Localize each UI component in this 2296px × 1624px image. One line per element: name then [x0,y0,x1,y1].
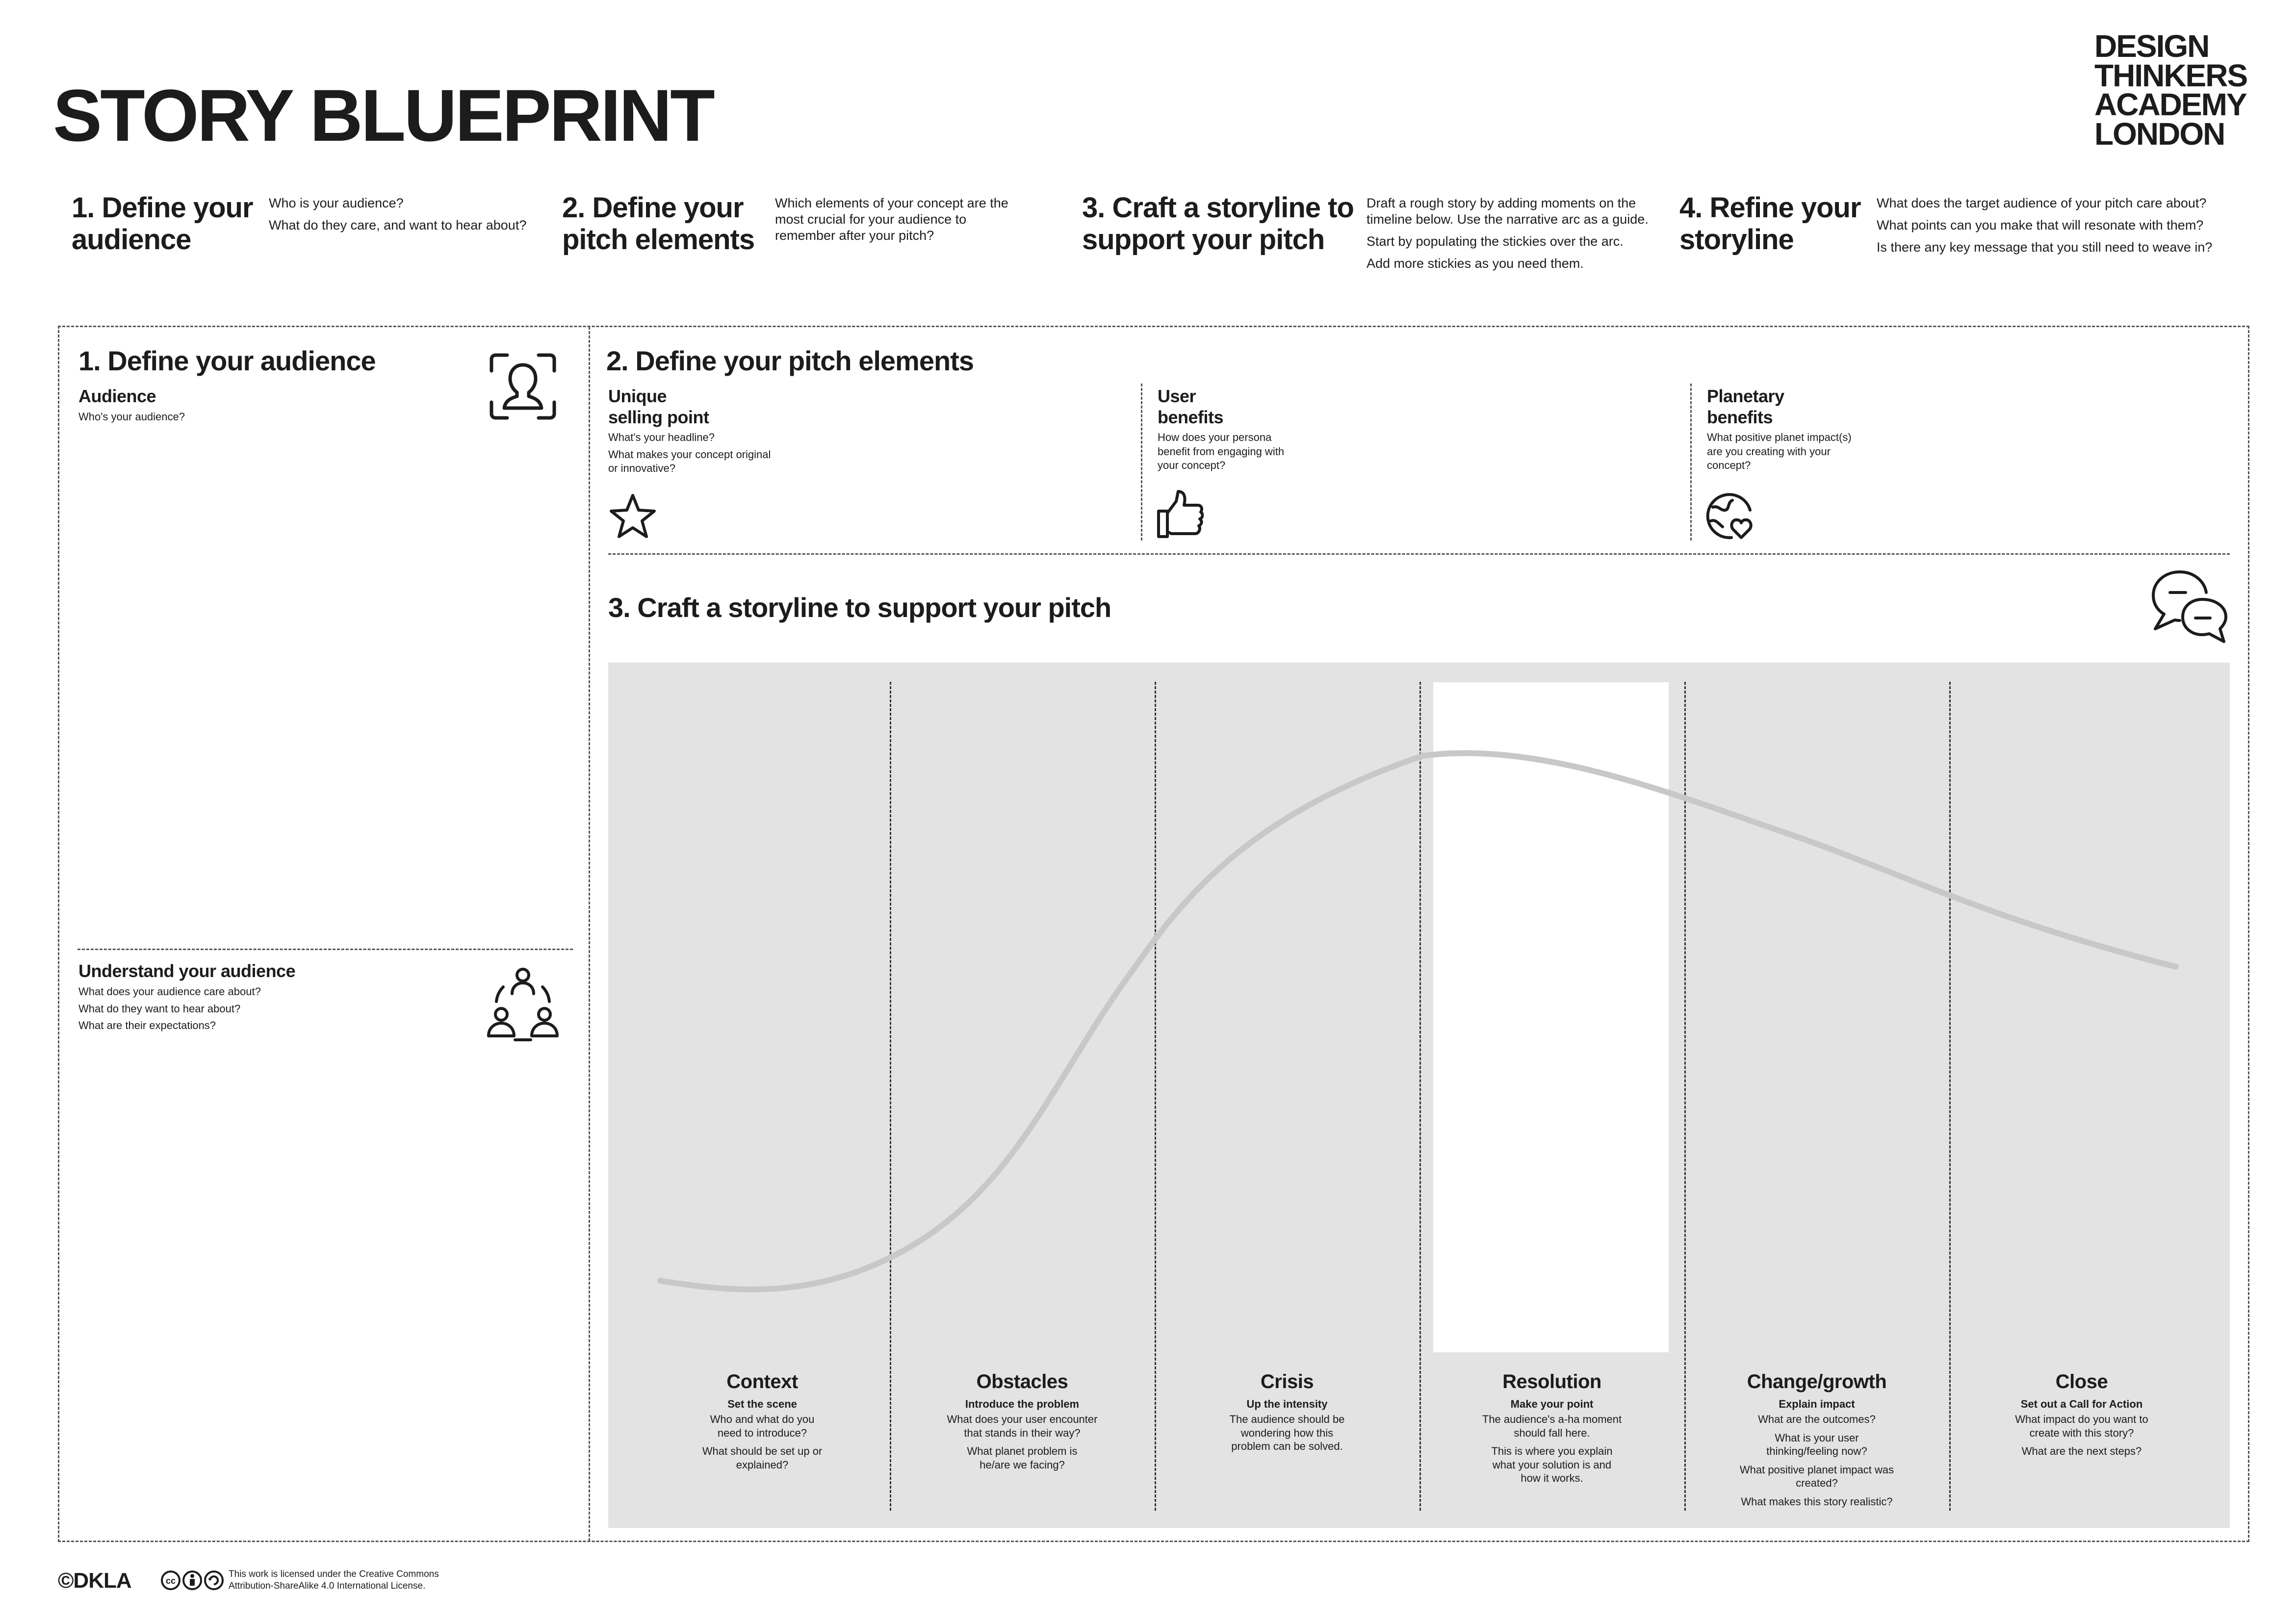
usp-text [608,431,775,479]
audience-text [78,410,185,427]
usp-heading [608,386,709,428]
page-title: STORY BLUEPRINT [53,74,713,156]
prompt-line: What positive planet impact was created? [1739,1463,1894,1489]
prompt-line: What are their expectations? [78,1019,216,1032]
pitch-divider-1 [1141,384,1142,541]
prompt-line: What positive planet impact(s) are you creating with your concept? [1707,431,1852,472]
phase-text [1179,1413,1395,1453]
planetary-benefits-heading [1707,386,1784,428]
prompt-line: What do they want to hear about? [78,1002,241,1015]
user-benefits-heading [1158,386,1223,428]
phase-context [654,1371,870,1476]
understand-audience-heading: Understand your audience [78,961,296,981]
column-divider [589,327,590,1541]
step-text-line: Start by populating the stickies over the arc. [1367,233,1624,249]
phase-change-growth [1709,1371,1925,1513]
group-people-icon [484,965,562,1044]
audience-divider [77,949,573,950]
heading-line: selling point [608,407,709,428]
pitch-section-title: 2. Define your pitch elements [606,345,974,376]
planet-heart-icon [1706,490,1757,541]
step-text-line: Who is your audience? [269,196,404,210]
step-text-line: What does the target audience of your pitch care about? [1877,196,2207,210]
star-icon [608,492,657,540]
step-text-line: Add more stickies as you need them. [1367,256,1584,271]
audience-section-title: 1. Define your audience [78,345,376,376]
prompt-line: What does your user encounter that stands in their way? [947,1413,1098,1439]
phase-text [654,1413,870,1471]
prompt-line: What should be set up or explained? [702,1445,823,1471]
svg-text:cc: cc [165,1576,176,1586]
prompt-line: What is your user thinking/feeling now? [1766,1431,1867,1457]
phase-name: Close [2055,1371,2108,1392]
step-text-line: Is there any key message that you still need to weave in? [1877,239,2213,255]
phase-name: Crisis [1260,1371,1314,1392]
prompt-line: The audience's a-ha moment should fall here. [1482,1413,1622,1439]
pitch-storyline-divider [608,553,2230,555]
step-text-line: What points can you make that will resonate with them? [1877,217,2204,232]
heading-line: benefits [1707,407,1773,428]
storyline-section-title: 3. Craft a storyline to support your pitch [608,592,1111,623]
footer-logo-text: DKLA [73,1569,131,1593]
heading-line: Planetary [1707,386,1784,406]
phase-subtitle: Up the intensity [1246,1398,1328,1410]
phase-text [1444,1413,1660,1485]
prompt-line: What are the next steps? [2021,1445,2142,1457]
prompt-line: Who's your audience? [78,411,185,423]
phase-close [1974,1371,2190,1463]
phase-name: Change/growth [1747,1371,1887,1392]
phase-name: Resolution [1502,1371,1601,1392]
step-1-title: 1. Define your audience [72,192,253,256]
phase-resolution [1444,1371,1660,1490]
prompt-line: What impact do you want to create with this story? [2015,1413,2148,1439]
pitch-divider-2 [1690,384,1692,541]
phase-subtitle: Set the scene [727,1398,797,1410]
prompt-line: What makes this story realistic? [1741,1495,1893,1508]
chat-bubbles-icon [2150,568,2230,646]
phase-text [914,1413,1130,1471]
phase-text [1974,1413,2190,1458]
logo-line: LONDON [2094,116,2225,152]
step-text-line: Which elements of your concept are the most crucial for your audience to remember after your pitch? [775,196,1008,243]
logo-line: THINKERS [2094,57,2247,93]
step-2-text [775,195,1020,250]
step-4-text [1877,195,2249,261]
thumbs-up-icon [1157,489,1204,540]
step-4-title: 4. Refine your storyline [1679,192,1861,256]
phase-name: Obstacles [976,1371,1068,1392]
phase-subtitle: Explain impact [1779,1398,1855,1410]
logo-line: ACADEMY [2094,87,2246,123]
prompt-line: What's your headline? [608,431,715,443]
prompt-line: This is where you explain what your solution is and how it works. [1491,1445,1613,1484]
prompt-line: What are the outcomes? [1758,1413,1876,1425]
license-line: Attribution-ShareAlike 4.0 International License. [229,1580,426,1591]
creative-commons-icon [160,1570,225,1591]
heading-line: Unique [608,386,667,406]
prompt-line: Who and what do you need to introduce? [710,1413,815,1439]
step-text-line: Draft a rough story by adding moments on the timeline below. Use the narrative arc as a guide. [1367,196,1649,227]
step-text-line: What do they care, and want to hear about? [269,217,527,232]
audience-heading: Audience [78,386,156,406]
planetary-benefits-text [1707,431,1854,476]
phase-obstacles [914,1371,1130,1476]
phase-name: Context [726,1371,798,1392]
heading-line: User [1158,386,1196,406]
logo-line: DESIGN [2094,28,2209,64]
step-3-text [1367,195,1651,278]
step-2-title: 2. Define your pitch elements [562,192,755,256]
academy-logo [2094,28,2247,152]
step-3-title: 3. Craft a storyline to support your pitch [1082,192,1354,256]
footer-logo [58,1569,131,1593]
face-scan-icon [489,352,557,421]
phase-subtitle: Introduce the problem [965,1398,1080,1410]
phase-subtitle: Set out a Call for Action [2020,1398,2143,1410]
prompt-line: What makes your concept original or innovative? [608,448,771,475]
heading-line: benefits [1158,407,1224,428]
understand-audience-text [78,985,261,1036]
phase-text [1709,1413,1925,1508]
phase-crisis [1179,1371,1395,1458]
license-text [229,1569,439,1592]
license-line: This work is licensed under the Creative Commons [229,1569,439,1579]
prompt-line: What does your audience care about? [78,985,261,998]
copyright-icon: © [58,1569,74,1593]
phase-subtitle: Make your point [1510,1398,1594,1410]
prompt-line: What planet problem is he/are we facing? [967,1445,1078,1471]
user-benefits-text [1158,431,1305,476]
prompt-line: How does your persona benefit from engaging with your concept? [1158,431,1285,472]
step-1-text [269,195,553,239]
prompt-line: The audience should be wondering how this problem can be solved. [1229,1413,1345,1452]
